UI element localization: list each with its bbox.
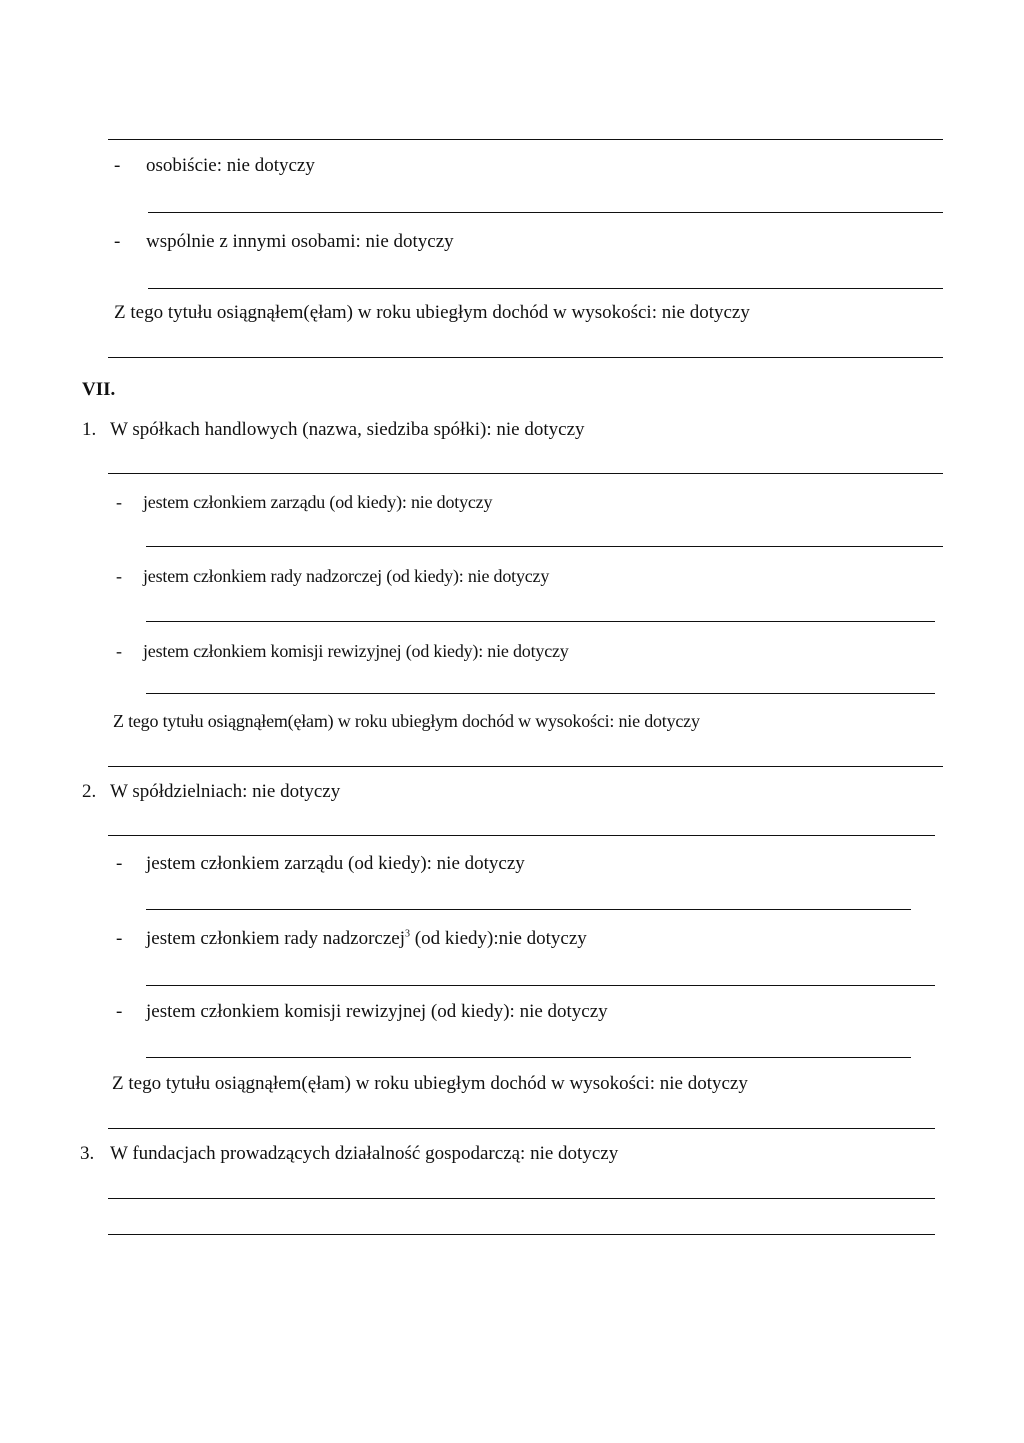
cooperatives-title: W spółdzielniach: nie dotyczy <box>110 781 341 802</box>
dash-bullet: - <box>116 1001 123 1022</box>
separator-line <box>146 693 935 694</box>
section-heading: VII. <box>82 379 116 400</box>
separator-line <box>146 985 935 986</box>
dash-bullet: - <box>114 155 121 176</box>
companies-supervisory-board-text: jestem członkiem rady nadzorczej (od kiedy): nie dotyczy <box>143 566 550 586</box>
separator-line <box>108 1128 935 1129</box>
item-number: 1. <box>82 419 97 440</box>
companies-audit-committee-text: jestem członkiem komisji rewizyjnej (od kiedy): nie dotyczy <box>143 641 569 661</box>
dash-bullet: - <box>116 853 123 874</box>
companies-income-statement-text: Z tego tytułu osiągnąłem(ęłam) w roku ubiegłym dochód w wysokości: nie dotyczy <box>113 711 700 731</box>
separator-line <box>108 473 943 474</box>
companies-board-member-text: jestem członkiem zarządu (od kiedy): nie dotyczy <box>143 492 493 512</box>
personal-ownership-text: osobiście: nie dotyczy <box>146 155 315 176</box>
dash-bullet: - <box>116 928 123 949</box>
supervisory-suffix: (od kiedy):nie dotyczy <box>410 928 587 949</box>
separator-line <box>148 288 943 289</box>
foundations-title: W fundacjach prowadzących działalność gospodarczą: nie dotyczy <box>110 1143 619 1164</box>
separator-line <box>148 212 943 213</box>
separator-line <box>108 766 943 767</box>
separator-line <box>146 621 935 622</box>
cooperatives-board-member-text: jestem członkiem zarządu (od kiedy): nie dotyczy <box>146 853 525 874</box>
supervisory-prefix: jestem członkiem rady nadzorczej <box>146 928 406 949</box>
cooperatives-audit-committee-text: jestem członkiem komisji rewizyjnej (od kiedy): nie dotyczy <box>146 1001 608 1022</box>
separator-line <box>108 139 943 140</box>
separator-line <box>146 909 911 910</box>
dash-bullet: - <box>116 492 122 512</box>
footnote-marker: 3 <box>405 928 411 940</box>
income-statement-text: Z tego tytułu osiągnąłem(ęłam) w roku ubiegłym dochód w wysokości: nie dotyczy <box>114 302 750 323</box>
separator-line <box>108 1198 935 1199</box>
dash-bullet: - <box>116 641 122 661</box>
dash-bullet: - <box>114 231 121 252</box>
separator-line <box>146 1057 911 1058</box>
dash-bullet: - <box>116 566 122 586</box>
companies-title: W spółkach handlowych (nazwa, siedziba spółki): nie dotyczy <box>110 419 585 440</box>
cooperatives-income-statement-text: Z tego tytułu osiągnąłem(ęłam) w roku ubiegłym dochód w wysokości: nie dotyczy <box>112 1073 748 1094</box>
separator-line <box>108 1234 935 1235</box>
separator-line <box>146 546 943 547</box>
cooperatives-supervisory-board-text <box>146 928 587 950</box>
joint-ownership-text: wspólnie z innymi osobami: nie dotyczy <box>146 231 454 252</box>
separator-line <box>108 835 935 836</box>
separator-line <box>108 357 943 358</box>
item-number: 2. <box>82 781 97 802</box>
item-number: 3. <box>80 1143 95 1164</box>
